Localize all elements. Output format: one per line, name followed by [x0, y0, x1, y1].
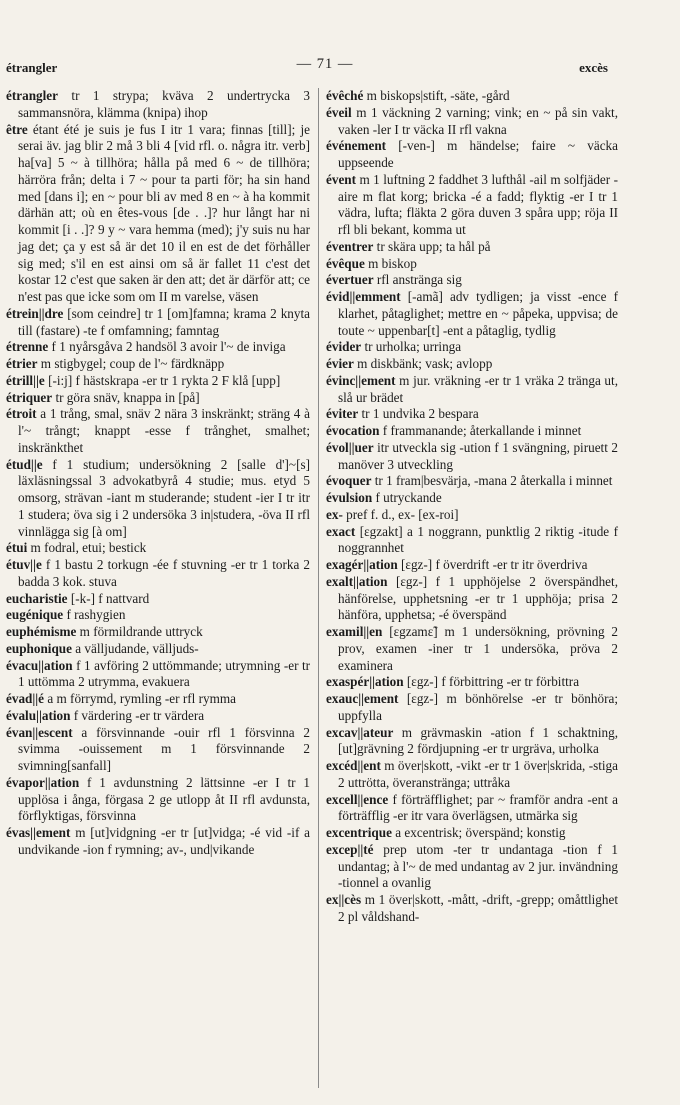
dictionary-entry: évêché m biskops|stift, -säte, -gård: [326, 88, 510, 103]
entry-headword: excéd||ent: [326, 758, 381, 773]
entry-headword: étuv||e: [6, 557, 42, 572]
dictionary-entry: évalu||ation f värdering -er tr värdera: [6, 707, 205, 723]
entry-headword: étrangler: [6, 88, 58, 103]
entry-headword: évoquer: [326, 473, 372, 489]
entry-headword: évacu||ation: [6, 657, 73, 673]
entry-headword: excentrique: [326, 825, 392, 840]
entry-headword: ex-: [326, 506, 343, 522]
dictionary-entry: ex||cès m 1 över|skott, -mått, -drift, -grepp; omåttlighet 2 pl våldshand-: [326, 892, 618, 924]
dictionary-entry: évinc||ement m jur. vräkning -er tr 1 vräka 2 tränga ut, slå ur brädet: [326, 372, 618, 405]
dictionary-entry: excéd||ent m över|skott, -vikt -er tr 1 över|skrida, -stiga 2 uttrötta, överanstränga; uttråka: [326, 758, 618, 790]
entry-headword: étrenne: [6, 339, 49, 355]
left-guide-word: étrangler: [6, 60, 58, 75]
entry-headword: évol||uer: [326, 439, 374, 455]
dictionary-entry: étuv||e f 1 bastu 2 torkugn -ée f stuvning -er tr 1 torka 2 badda 3 kok. stuva: [6, 557, 310, 589]
entry-headword: eucharistie: [6, 590, 68, 606]
dictionary-entry: excep||té prep utom -ter tr undantaga -tion f 1 undantag; à l'~ de med undantag av 2 jur. invändning -tionnel a ovanlig: [326, 841, 618, 891]
column-divider: [318, 88, 319, 1088]
entry-headword: éventrer: [326, 238, 374, 254]
dictionary-entry: exalt||ation [ɛgz-] f 1 upphöjelse 2 överspändhet, hänförelse, upphetsning -er tr 1 upphöja; prisa 2 hänföra, upphetsa; -é överspänd: [326, 573, 618, 623]
entry-headword: événement: [326, 138, 387, 154]
dictionary-entry: exagér||ation [ɛgz-] f överdrift -er tr itr överdriva: [326, 557, 588, 572]
dictionary-entry: étrenne f 1 nyårsgåva 2 handsöl 3 avoir l'~ de inviga: [6, 339, 286, 355]
dictionary-entry: évapor||ation f 1 avdunstning 2 lättsinne -er I tr 1 upplösa i ånga, förgasa 2 ge utlopp åt II rfl avdunsta, förflyktigas, försvinna: [6, 774, 310, 824]
entry-headword: évier: [326, 356, 354, 371]
entry-headword: euphémisme: [6, 624, 77, 639]
entry-headword: ex||cès: [326, 892, 362, 907]
page-number: — 71 —: [296, 56, 354, 72]
dictionary-entry: excell||ence f förträfflighet; par ~ framför andra -ent a förträfflig -er itr vara överlägsen, utmärka sig: [326, 791, 618, 824]
entry-headword: excep||té: [326, 841, 374, 857]
entry-headword: évid||emment: [326, 289, 401, 304]
entry-headword: excav||ateur: [326, 724, 394, 740]
dictionary-entry: euphonique a välljudande, välljuds-: [6, 640, 199, 656]
entry-headword: évad||é: [6, 691, 45, 706]
entry-headword: évider: [326, 339, 362, 355]
page-header: [0, 56, 680, 78]
entry-headword: évent: [326, 171, 357, 187]
entry-headword: étui: [6, 540, 28, 556]
entry-headword: être: [6, 121, 28, 137]
dictionary-entry: eucharistie [-k-] f nattvard: [6, 590, 150, 606]
entry-headword: évocation: [326, 423, 380, 438]
entry-headword: étriquer: [6, 389, 53, 405]
dictionary-entry: événement [-ven-] m händelse; faire ~ väcka uppseende: [326, 138, 618, 170]
dictionary-entry: évas||ement m [ut]vidgning -er tr [ut]vidga; -é vid -if a undvikande -ion f rymning; av-, und|vikande: [6, 825, 310, 857]
dictionary-entry: étrangler tr 1 strypa; kväva 2 undertrycka 3 sammansnöra, klämma (knipa) ihop: [6, 88, 310, 120]
dictionary-entry: ex- pref f. d., ex- [ex-roi]: [326, 506, 459, 522]
entry-headword: exaspér||ation: [326, 674, 404, 690]
dictionary-entry: étud||e f 1 studium; undersökning 2 [salle d']~[s] läxläsningssal 3 advokatbyrå 4 studie; mus. etyd 5 omsorg, strävan -iant m studerande; student -ier I tr itr 1 studera; öva sig i 2 undersöka 3 in|studera, -öva II rfl vinnlägga sig [à om]: [6, 456, 310, 539]
entry-headword: étud||e: [6, 456, 43, 472]
entry-headword: exagér||ation: [326, 557, 398, 572]
dictionary-entry: évider tr urholka; urringa: [326, 339, 462, 355]
dictionary-entry: évêque m biskop: [326, 255, 417, 271]
left-column: [6, 88, 310, 859]
dictionary-entry: exaspér||ation [ɛgz-] f förbittring -er tr förbittra: [326, 674, 580, 690]
dictionary-entry: étrein||dre [som ceindre] tr 1 [om]famna; krama 2 knyta till (fastare) -te f omfamning; famntag: [6, 305, 310, 338]
dictionary-entry: excentrique a excentrisk; överspänd; konstig: [326, 825, 566, 840]
dictionary-entry: éveil m 1 väckning 2 varning; vink; en ~ på sin vakt, vaken -ler I tr väcka II rfl vakna: [326, 104, 618, 137]
dictionary-entry: euphémisme m förmildrande uttryck: [6, 624, 203, 639]
entry-headword: évêque: [326, 255, 365, 271]
entry-headword: examil||en: [326, 624, 383, 639]
entry-headword: exalt||ation: [326, 573, 388, 589]
dictionary-entry: évol||uer itr utveckla sig -ution f 1 svängning, piruett 2 manöver 3 utveckling: [326, 439, 618, 472]
entry-headword: évêché: [326, 88, 364, 103]
entry-headword: évinc||ement: [326, 372, 396, 388]
dictionary-entry: évid||emment [-amã] adv tydligen; ja visst -ence f klarhet, påtaglighet; mettre en ~ påpeka, uppvisa; de toute ~ uppenbar[t] -ent a påtaglig, tydlig: [326, 289, 618, 338]
dictionary-entry: étrier m stigbygel; coup de l'~ färdknäpp: [6, 356, 225, 371]
entry-headword: euphonique: [6, 640, 72, 656]
dictionary-entry: étroit a 1 trång, smal, snäv 2 nära 3 inskränkt; sträng 4 à l'~ trångt; knappt -esse f trånghet, smalhet; inskränkthet: [6, 406, 310, 455]
dictionary-entry: évent m 1 luftning 2 faddhet 3 lufthål -ail m solfjäder -aire m flat korg; bricka -é a fadd; flyktig -er I tr 1 vädra, lufta; fläkta 2 göra duven 3 spåra upp; röja II rfl bli bekant, komma ut: [326, 171, 618, 237]
entry-headword: étroit: [6, 406, 37, 422]
dictionary-entry: étrill||e [-i:j] f hästskrapa -er tr 1 rykta 2 F klå [upp]: [6, 372, 281, 388]
dictionary-entry: examil||en [ɛgzamɛ̃] m 1 undersökning, prövning 2 prov, examen -iner tr 1 undersöka, pröva 2 examinera: [326, 624, 618, 673]
entry-headword: éveil: [326, 104, 352, 120]
entry-headword: étrein||dre: [6, 305, 64, 321]
dictionary-entry: étriquer tr göra snäv, knappa in [på]: [6, 389, 200, 405]
dictionary-entry: excav||ateur m grävmaskin -ation f 1 schaktning, [ut]grävning 2 fördjupning -er tr urgräva, urholka: [326, 724, 618, 757]
dictionary-entry: évertuer rfl anstränga sig: [326, 272, 462, 288]
entry-headword: évan||escent: [6, 724, 73, 740]
entry-headword: évapor||ation: [6, 774, 80, 790]
dictionary-entry: évoquer tr 1 fram|besvärja, -mana 2 återkalla i minnet: [326, 473, 613, 489]
dictionary-entry: exact [ɛgzakt] a 1 noggrann, punktlig 2 riktig -itude f noggrannhet: [326, 523, 618, 556]
entry-headword: étrill||e: [6, 372, 45, 388]
dictionary-entry: exauc||ement [ɛgz-] m bönhörelse -er tr bönhöra; uppfylla: [326, 691, 618, 723]
entry-headword: eugénique: [6, 607, 64, 623]
dictionary-entry: évad||é a m förrymd, rymling -er rfl rymma: [6, 691, 236, 706]
entry-headword: étrier: [6, 356, 38, 371]
right-guide-word: excès: [579, 60, 608, 75]
entry-headword: évalu||ation: [6, 707, 71, 723]
entry-headword: évulsion: [326, 490, 373, 505]
entry-headword: excell||ence: [326, 791, 389, 807]
dictionary-entry: être étant été je suis je fus I itr 1 vara; finnas [till]; je serai äv. jag blir 2 må 3 bli 4 [vid rfl. o. några itr. verb] ha[va] 5 ~ à tillhöra; hålla på med 6 ~ de tillhöra; härröra från; delta i 7 ~ pour ta parti för; ha sin hand med [dans i]; en ~ pour bli av med 8 en ~ à ha kommit därhän att; où en êtes-vous [de . .]? hur långt har ni kommit [i . .]? 9 y ~ vara hemma (med); j'y suis nu har jag det; ça y est så är det 10 il en est de det förhåller sig med; s'il en est ainsi om så är fallet 11 c'est det kostar 12 c'est que saken är den att; det är därför att; ce n'est pas que icke som om II m varelse, väsen: [6, 121, 310, 304]
dictionary-entry: évocation f frammanande; återkallande i minnet: [326, 423, 582, 438]
entry-headword: éviter: [326, 406, 359, 422]
dictionary-entry: évulsion f utryckande: [326, 490, 442, 505]
entry-headword: évas||ement: [6, 825, 71, 840]
dictionary-entry: évacu||ation f 1 avföring 2 uttömmande; utrymning -er tr 1 uttömma 2 utrymma, evakuera: [6, 657, 310, 690]
dictionary-entry: évan||escent a försvinnande -ouir rfl 1 försvinna 2 svimma -ouissement m 1 försvinnande 2 svimning[sanfall]: [6, 724, 310, 773]
entry-headword: exauc||ement: [326, 691, 399, 706]
dictionary-entry: évier m diskbänk; vask; avlopp: [326, 356, 493, 371]
right-column: [326, 88, 618, 926]
dictionary-entry: eugénique f rashygien: [6, 607, 126, 623]
dictionary-entry: éviter tr 1 undvika 2 bespara: [326, 406, 479, 422]
dictionary-entry: éventrer tr skära upp; ta hål på: [326, 238, 491, 254]
entry-headword: exact: [326, 523, 356, 539]
entry-headword: évertuer: [326, 272, 374, 288]
dictionary-entry: étui m fodral, etui; bestick: [6, 540, 147, 556]
